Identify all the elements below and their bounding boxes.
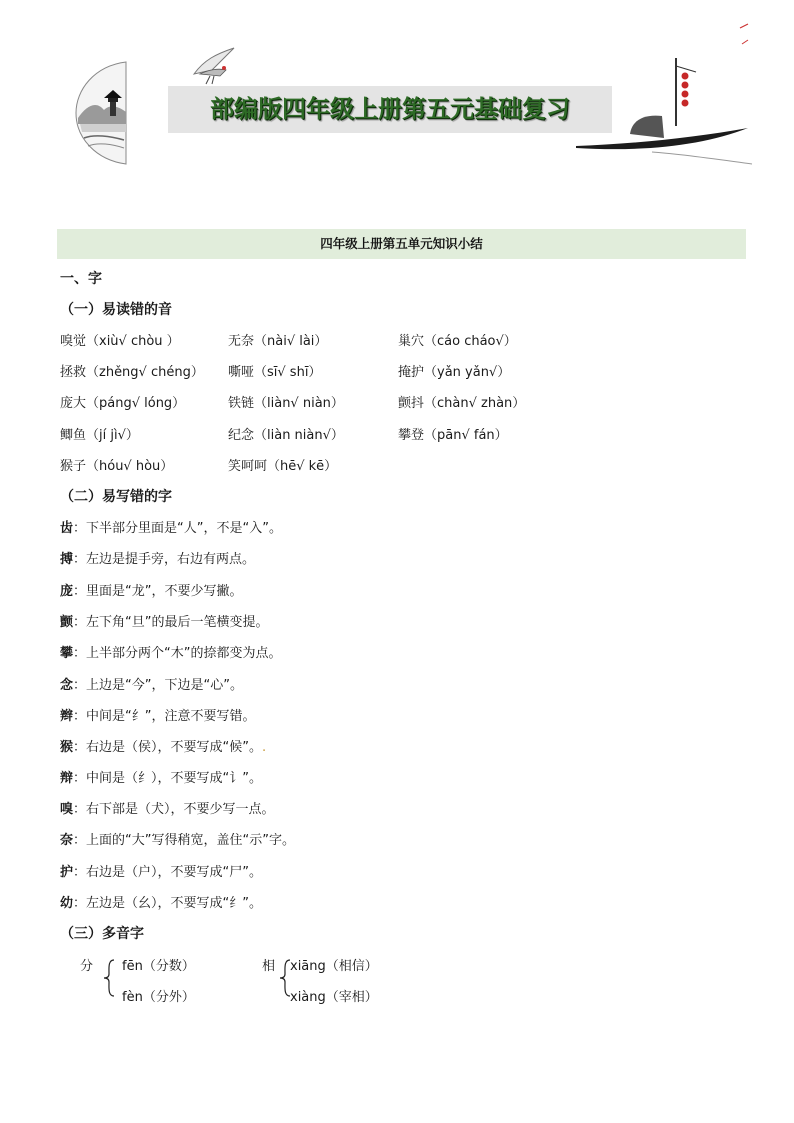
char-note: ：右边是（侯），不要写成“候”。	[73, 740, 262, 755]
char-note-line	[60, 736, 266, 755]
char: 念	[60, 678, 74, 693]
char-note-line	[60, 580, 243, 599]
pron-item: 纪念（liàn niàn√）	[228, 428, 344, 443]
polyphonic-reading: xiāng（相信）	[290, 959, 378, 974]
char-note-line	[60, 798, 275, 817]
char: 猴	[60, 740, 74, 755]
char-note-line	[60, 861, 262, 880]
char-note: ：中间是（纟），不要写成“讠”。	[73, 771, 262, 786]
pron-item: 嘶哑（sī√ shī）	[228, 365, 322, 380]
char-note: ：上边是“今”，下边是“心”。	[73, 678, 243, 693]
char-note: ：左边是提手旁，右边有两点。	[73, 552, 256, 567]
char-note-line	[60, 642, 282, 661]
page-title: 部编版四年级上册第五元基础复习	[210, 95, 570, 123]
pron-item: 猴子（hóu√ hòu）	[60, 459, 174, 474]
char: 齿	[60, 521, 74, 536]
brace-icon	[102, 958, 116, 998]
polyphonic-char: 分	[80, 959, 94, 974]
char-note: ：里面是“龙”，不要少写撇。	[73, 584, 243, 599]
sub-heading-misread: （一）易读错的音	[60, 302, 172, 318]
char-note: ：下半部分里面是“人”，不是“入”。	[73, 521, 282, 536]
pron-item: 无奈（nài√ lài）	[228, 334, 328, 349]
pron-item: 颤抖（chàn√ zhàn）	[398, 396, 526, 411]
char-note: ：右下部是（犬），不要少写一点。	[73, 802, 275, 817]
polyphonic-reading: fèn（分外）	[122, 990, 195, 1005]
char-note: ：左边是（幺），不要写成“纟”。	[73, 896, 262, 911]
sub-heading-polyphonic: （三）多音字	[60, 926, 144, 942]
char-note: ：左下角“旦”的最后一笔横变提。	[73, 615, 269, 630]
char: 幼	[60, 896, 74, 911]
char: 攀	[60, 646, 74, 661]
char-note-line	[60, 892, 262, 911]
section-title-bar: 四年级上册第五单元知识小结	[57, 229, 746, 259]
char: 护	[60, 865, 74, 880]
landscape-fan-illustration	[74, 60, 130, 166]
char-note: ：上面的“大”写得稍宽，盖住“示”字。	[73, 833, 295, 848]
char: 庞	[60, 584, 74, 599]
heading-characters: 一、字	[60, 271, 102, 287]
pron-item: 攀登（pān√ fán）	[398, 428, 508, 443]
pron-item: 铁链（liàn√ niàn）	[228, 396, 344, 411]
pron-item: 巢穴（cáo cháo√）	[398, 334, 517, 349]
stray-mark: .	[262, 740, 267, 755]
char-note-line	[60, 767, 262, 786]
polyphonic-char: 相	[262, 959, 276, 974]
pron-item: 庞大（páng√ lóng）	[60, 396, 186, 411]
char-note-line	[60, 674, 243, 693]
title-banner	[168, 86, 612, 133]
char-note-line	[60, 611, 269, 630]
char: 颤	[60, 615, 74, 630]
pron-item: 拯救（zhěng√ chéng）	[60, 365, 204, 380]
char: 奈	[60, 833, 74, 848]
char-note-line	[60, 517, 282, 536]
char-note: ：上半部分两个“木”的捺都变为点。	[73, 646, 282, 661]
char-note: ：中间是“纟”，注意不要写错。	[73, 709, 256, 724]
pron-item: 笑呵呵（hē√ kē）	[228, 459, 338, 474]
pron-item: 掩护（yǎn yǎn√）	[398, 365, 511, 380]
char-note-line	[60, 829, 295, 848]
char-note-line	[60, 548, 255, 567]
char: 嗅	[60, 802, 74, 817]
pron-item: 嗅觉（xiù√ chòu ）	[60, 334, 180, 349]
char: 辩	[60, 771, 74, 786]
crane-bird-icon	[190, 44, 240, 86]
char-note: ：右边是（户），不要写成“尸”。	[73, 865, 262, 880]
sub-heading-miswritten: （二）易写错的字	[60, 489, 172, 505]
char: 搏	[60, 552, 74, 567]
polyphonic-reading: xiàng（宰相）	[290, 990, 378, 1005]
pron-item: 鲫鱼（jí jì√）	[60, 428, 139, 443]
polyphonic-reading: fēn（分数）	[122, 959, 195, 974]
char-note-line	[60, 705, 256, 724]
char: 辫	[60, 709, 74, 724]
